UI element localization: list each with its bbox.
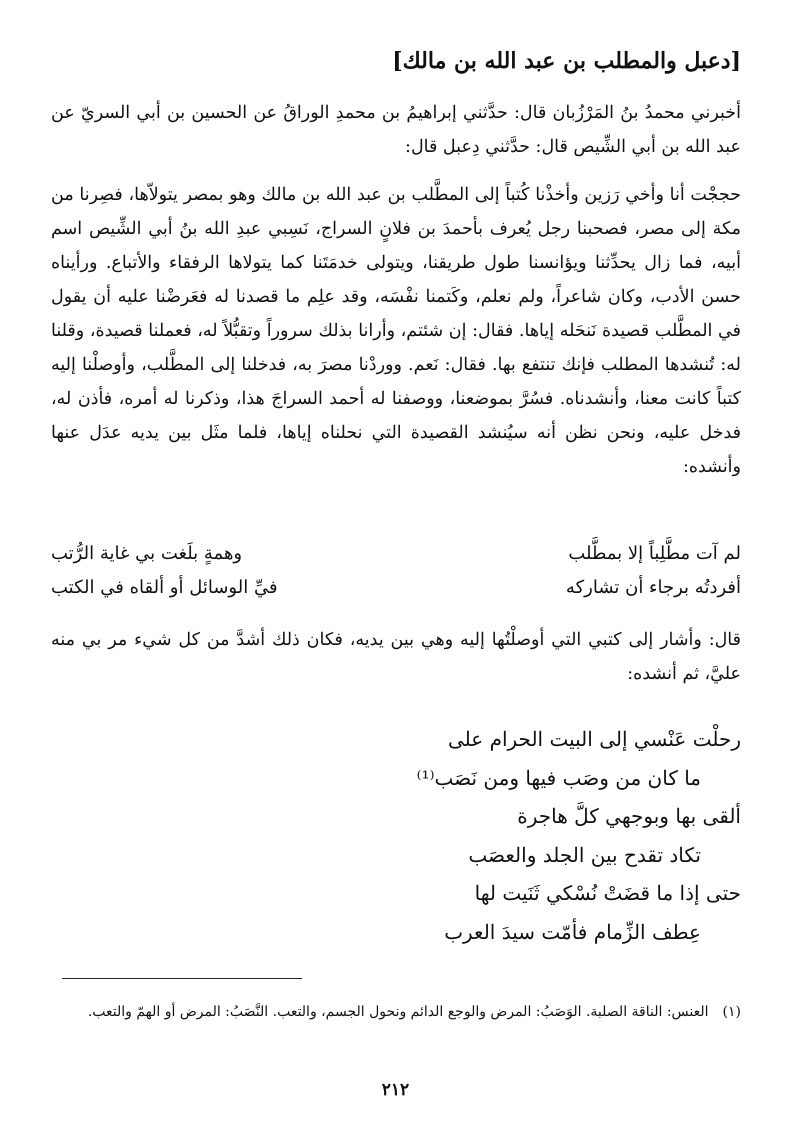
verse-line1-second-hemistich: وهمةٍ بلَغت بي غاية الرُّتب [51, 543, 243, 564]
footnote-divider [62, 978, 302, 979]
verse-block [51, 537, 741, 605]
poem-line: ألقى بها وبوجهي كلَّ هاجرة [517, 804, 741, 828]
verse-line1-first-hemistich: لم آت مطَّلِباً إلا بمطَّلب [568, 543, 741, 564]
poem-line: تكاد تقدح بين الجلد والعصَب [468, 842, 701, 867]
verse-line2-first-hemistich: أفردتُه برجاء أن تشاركه [565, 577, 741, 598]
paragraph-narrative: حججْت أنا وأخي رَزين وأخذْنا كُتباً إلى المطَّلب بن عبد الله بن مالك وهو بمصر يتولاّها، فصِرنا من مكة إلى مصر، فصحبنا رجل يُعرف بأحمدَ بن فلانٍ السراج، نَسِبي عبدِ الله بنُ أبي الشِّيص اسم أبيه، فما زال يحدِّثنا ويؤانسنا طول طريقنا، ويتولى خدمَتَنا كما يتولاها الرفقاء والأتباع. ورأيناه حسن الأدب، وكان شاعراً، ولم نعلم، وكَتمنا نفْسَه، وقد علِم ما قصدنا له فعَرضْنا عليه أن يقول في المطَّلب قصيدة نَنحَله إياها. فقال: إن شئتم، وأرانا بذلك سروراً وتقبُّلاً له، فعملنا قصيدة، وقلنا له: تُنشدها المطلب فإنك تنتفع بها. فقال: نَعم. ووردْنا مصرَ به، فدخلنا إلى المطَّلب، وأوصلْنا إليه كتباً كانت معنا، وأنشدناه. فسُرَّ بموضعنا، ووصفنا له أحمد السراجَ هذا، وذكرنا له أمره، فأذن له، فدخل عليه، ونحن نظن أنه سيُنشد القصيدة التي نحلناه إياها، فلما مثَل بين يديه عدَل عنها وأنشده: [51, 185, 741, 477]
verse-line2-second-hemistich: فيِّ الوسائل أو ألقاه في الكتب [51, 577, 278, 598]
footnote-text: العنس: الناقة الصلبة. الوَصَبُ: المرض والوجع الدائم ونحول الجسم، والتعب. النَّصَبُ: المرض أو الهمّ والتعب. [87, 1004, 709, 1020]
footnote-number: (١) [722, 1004, 741, 1020]
poem-block [51, 720, 741, 951]
poem-line: ما كان من وصَب فيها ومن نَصَب⁽¹⁾ [416, 765, 701, 790]
footnote [51, 1000, 741, 1025]
poem-line: حتى إذا ما قضَتْ نُسْكي ثَنَيت لها [474, 881, 741, 905]
poem-line: عِطف الزِّمام فأمّت سيدَ العرب [444, 919, 701, 944]
section-heading: [دعبل والمطلب بن عبد الله بن مالك] [392, 48, 741, 74]
paragraph-isnad: أخبرني محمدُ بنُ المَرْزُبان قال: حدَّثني إبراهيمُ بن محمدِ الوراقُ عن الحسين بن أبي السريّ عن عبد الله بن أبي الشِّيص قال: حدَّثني دِعبل قال: [51, 103, 741, 157]
page-number: ٢١٢ [381, 1080, 410, 1100]
paragraph-continuation: قال: وأشار إلى كتبي التي أوصلْتُها إليه وهي بين يديه، فكان ذلك أشدَّ من كل شيء مر بي منه عليَّ، ثم أنشده: [51, 630, 741, 684]
poem-line: رحلْت عَنْسي إلى البيت الحرام على [448, 727, 741, 751]
